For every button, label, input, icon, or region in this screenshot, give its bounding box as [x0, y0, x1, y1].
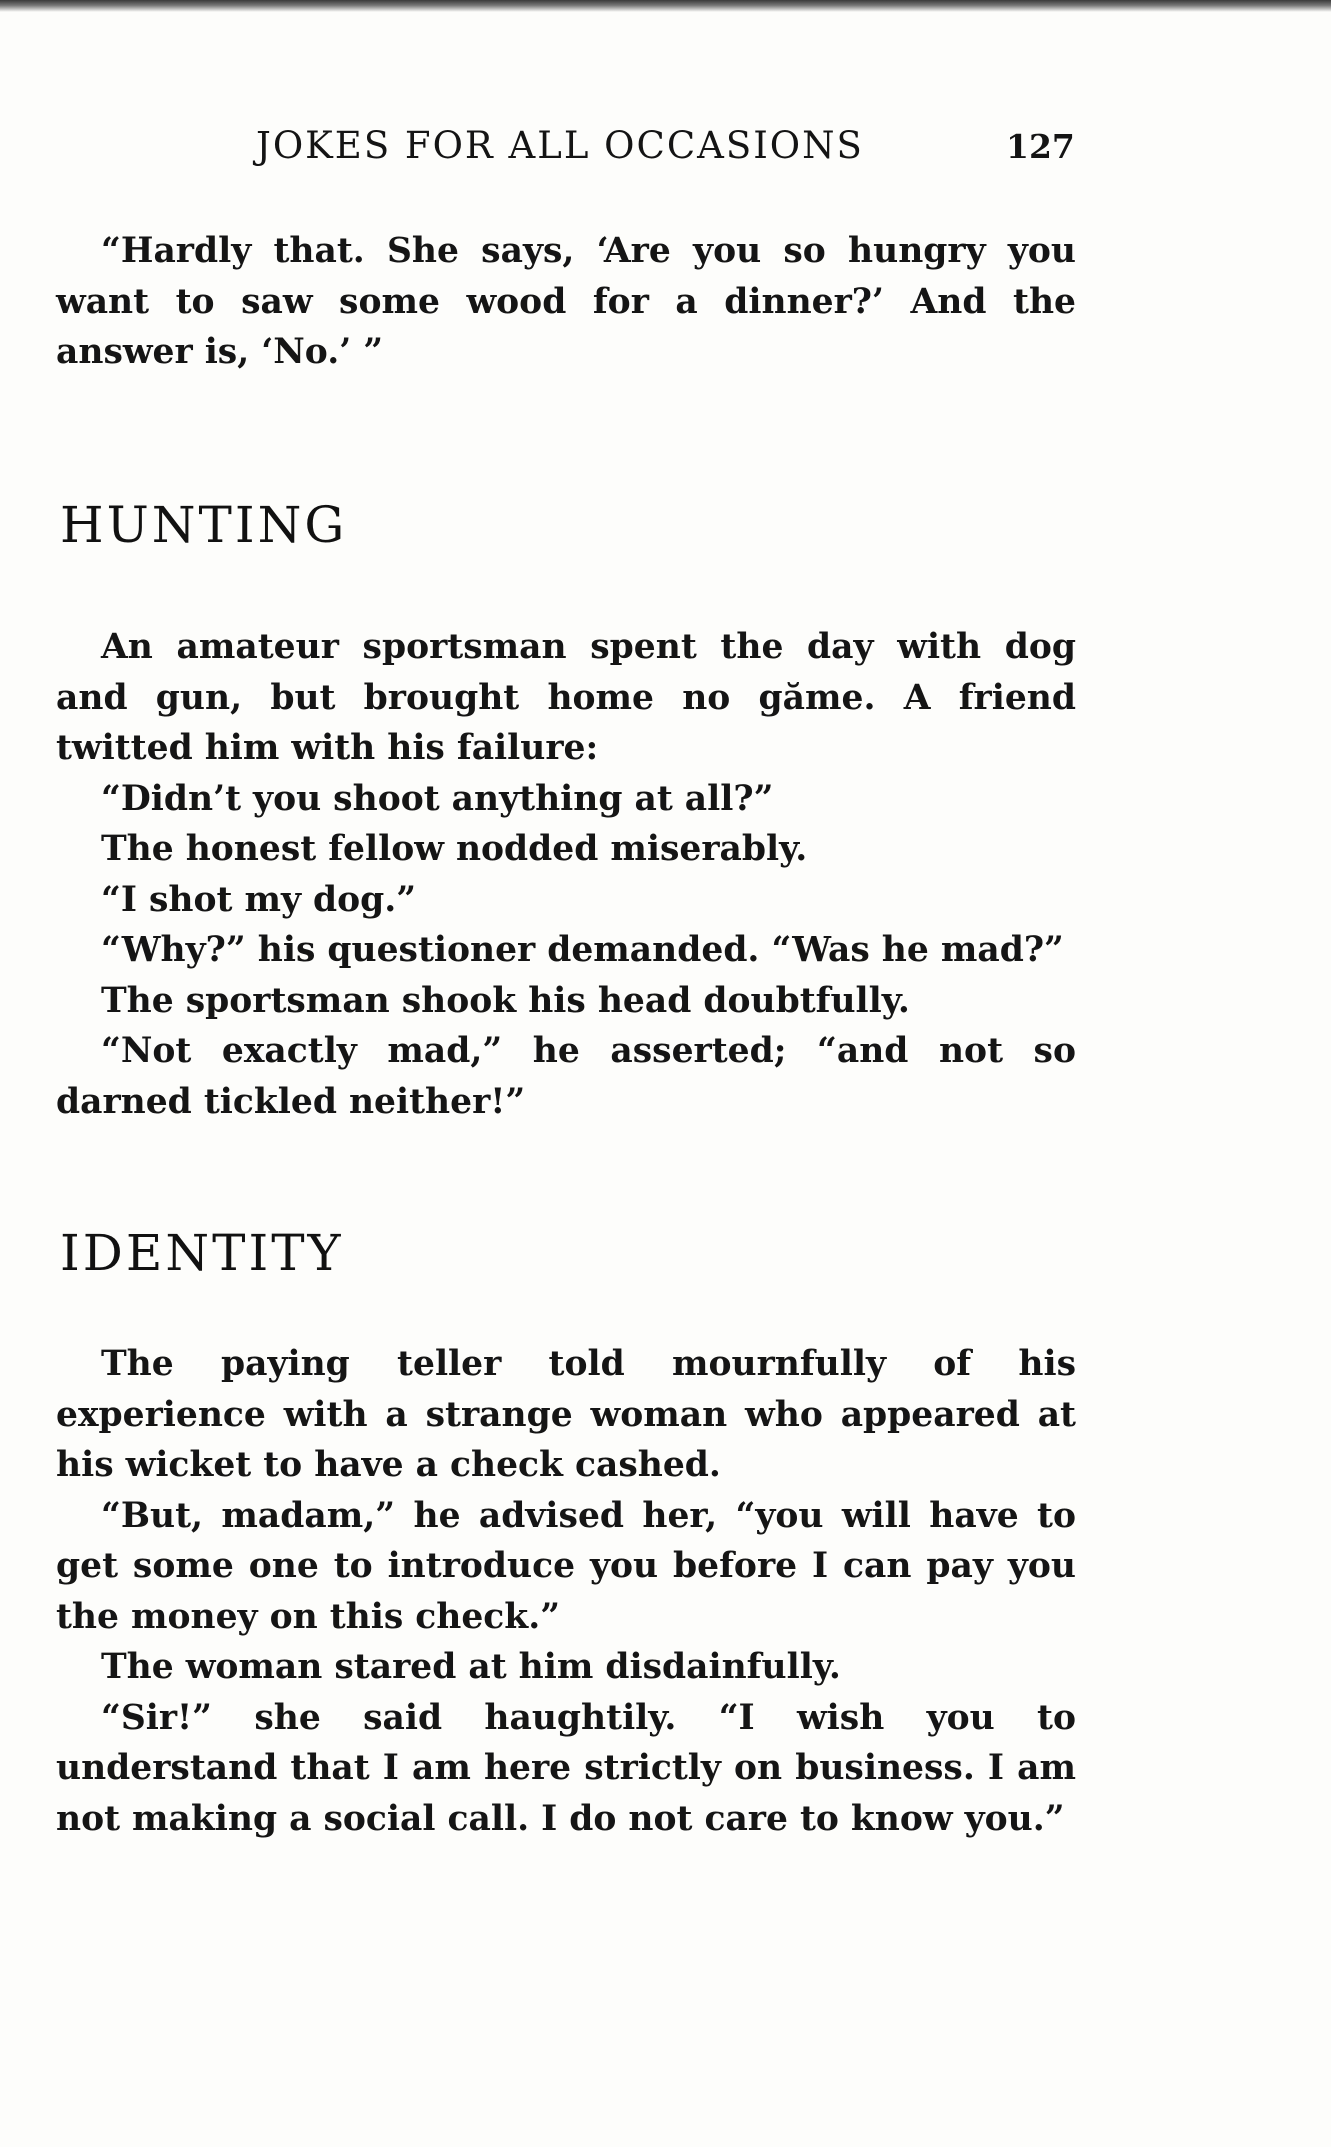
paragraph: “Hardly that. She says, ‘Are you so hungry you want to saw some wood for a dinner?’ And the answer is, ‘No.’ ”: [56, 231, 1076, 372]
paragraph: “Not exactly mad,” he asserted; “and not so darned tickled neither!”: [56, 1031, 1076, 1122]
paragraph: The woman stared at him disdainfully.: [101, 1647, 841, 1687]
section-body-hunting: [56, 622, 1076, 1127]
intro-text: [56, 226, 1076, 378]
running-header: [0, 124, 1331, 176]
section-title-hunting: HUNTING: [60, 496, 348, 554]
section-body-identity: [56, 1339, 1076, 1844]
paragraph: An amateur sportsman spent the day with dog and gun, but brought home no găme. A friend twitted him with his failure:: [56, 627, 1076, 768]
page-number: 127: [1006, 127, 1075, 166]
page-top-edge: [0, 0, 1331, 12]
section-title-identity: IDENTITY: [60, 1224, 344, 1282]
running-title: JOKES FOR ALL OCCASIONS: [256, 124, 864, 167]
paragraph: “Why?” his questioner demanded. “Was he mad?”: [101, 930, 1064, 970]
paragraph: The honest fellow nodded miserably.: [101, 829, 808, 869]
paragraph: “I shot my dog.”: [101, 879, 417, 920]
paragraph: “Didn’t you shoot anything at all?”: [101, 778, 774, 819]
paragraph: “Sir!” she said haughtily. “I wish you to understand that I am here strictly on business. I am not making a social call. I do not care to know you.”: [56, 1697, 1076, 1839]
paragraph: The sportsman shook his head doubtfully.: [101, 980, 910, 1021]
paragraph: The paying teller told mournfully of his experience with a strange woman who appeared at his wicket to have a check cashed.: [56, 1344, 1076, 1485]
paragraph: “But, madam,” he advised her, “you will have to get some one to introduce you before I can pay you the money on this check.”: [56, 1495, 1076, 1637]
